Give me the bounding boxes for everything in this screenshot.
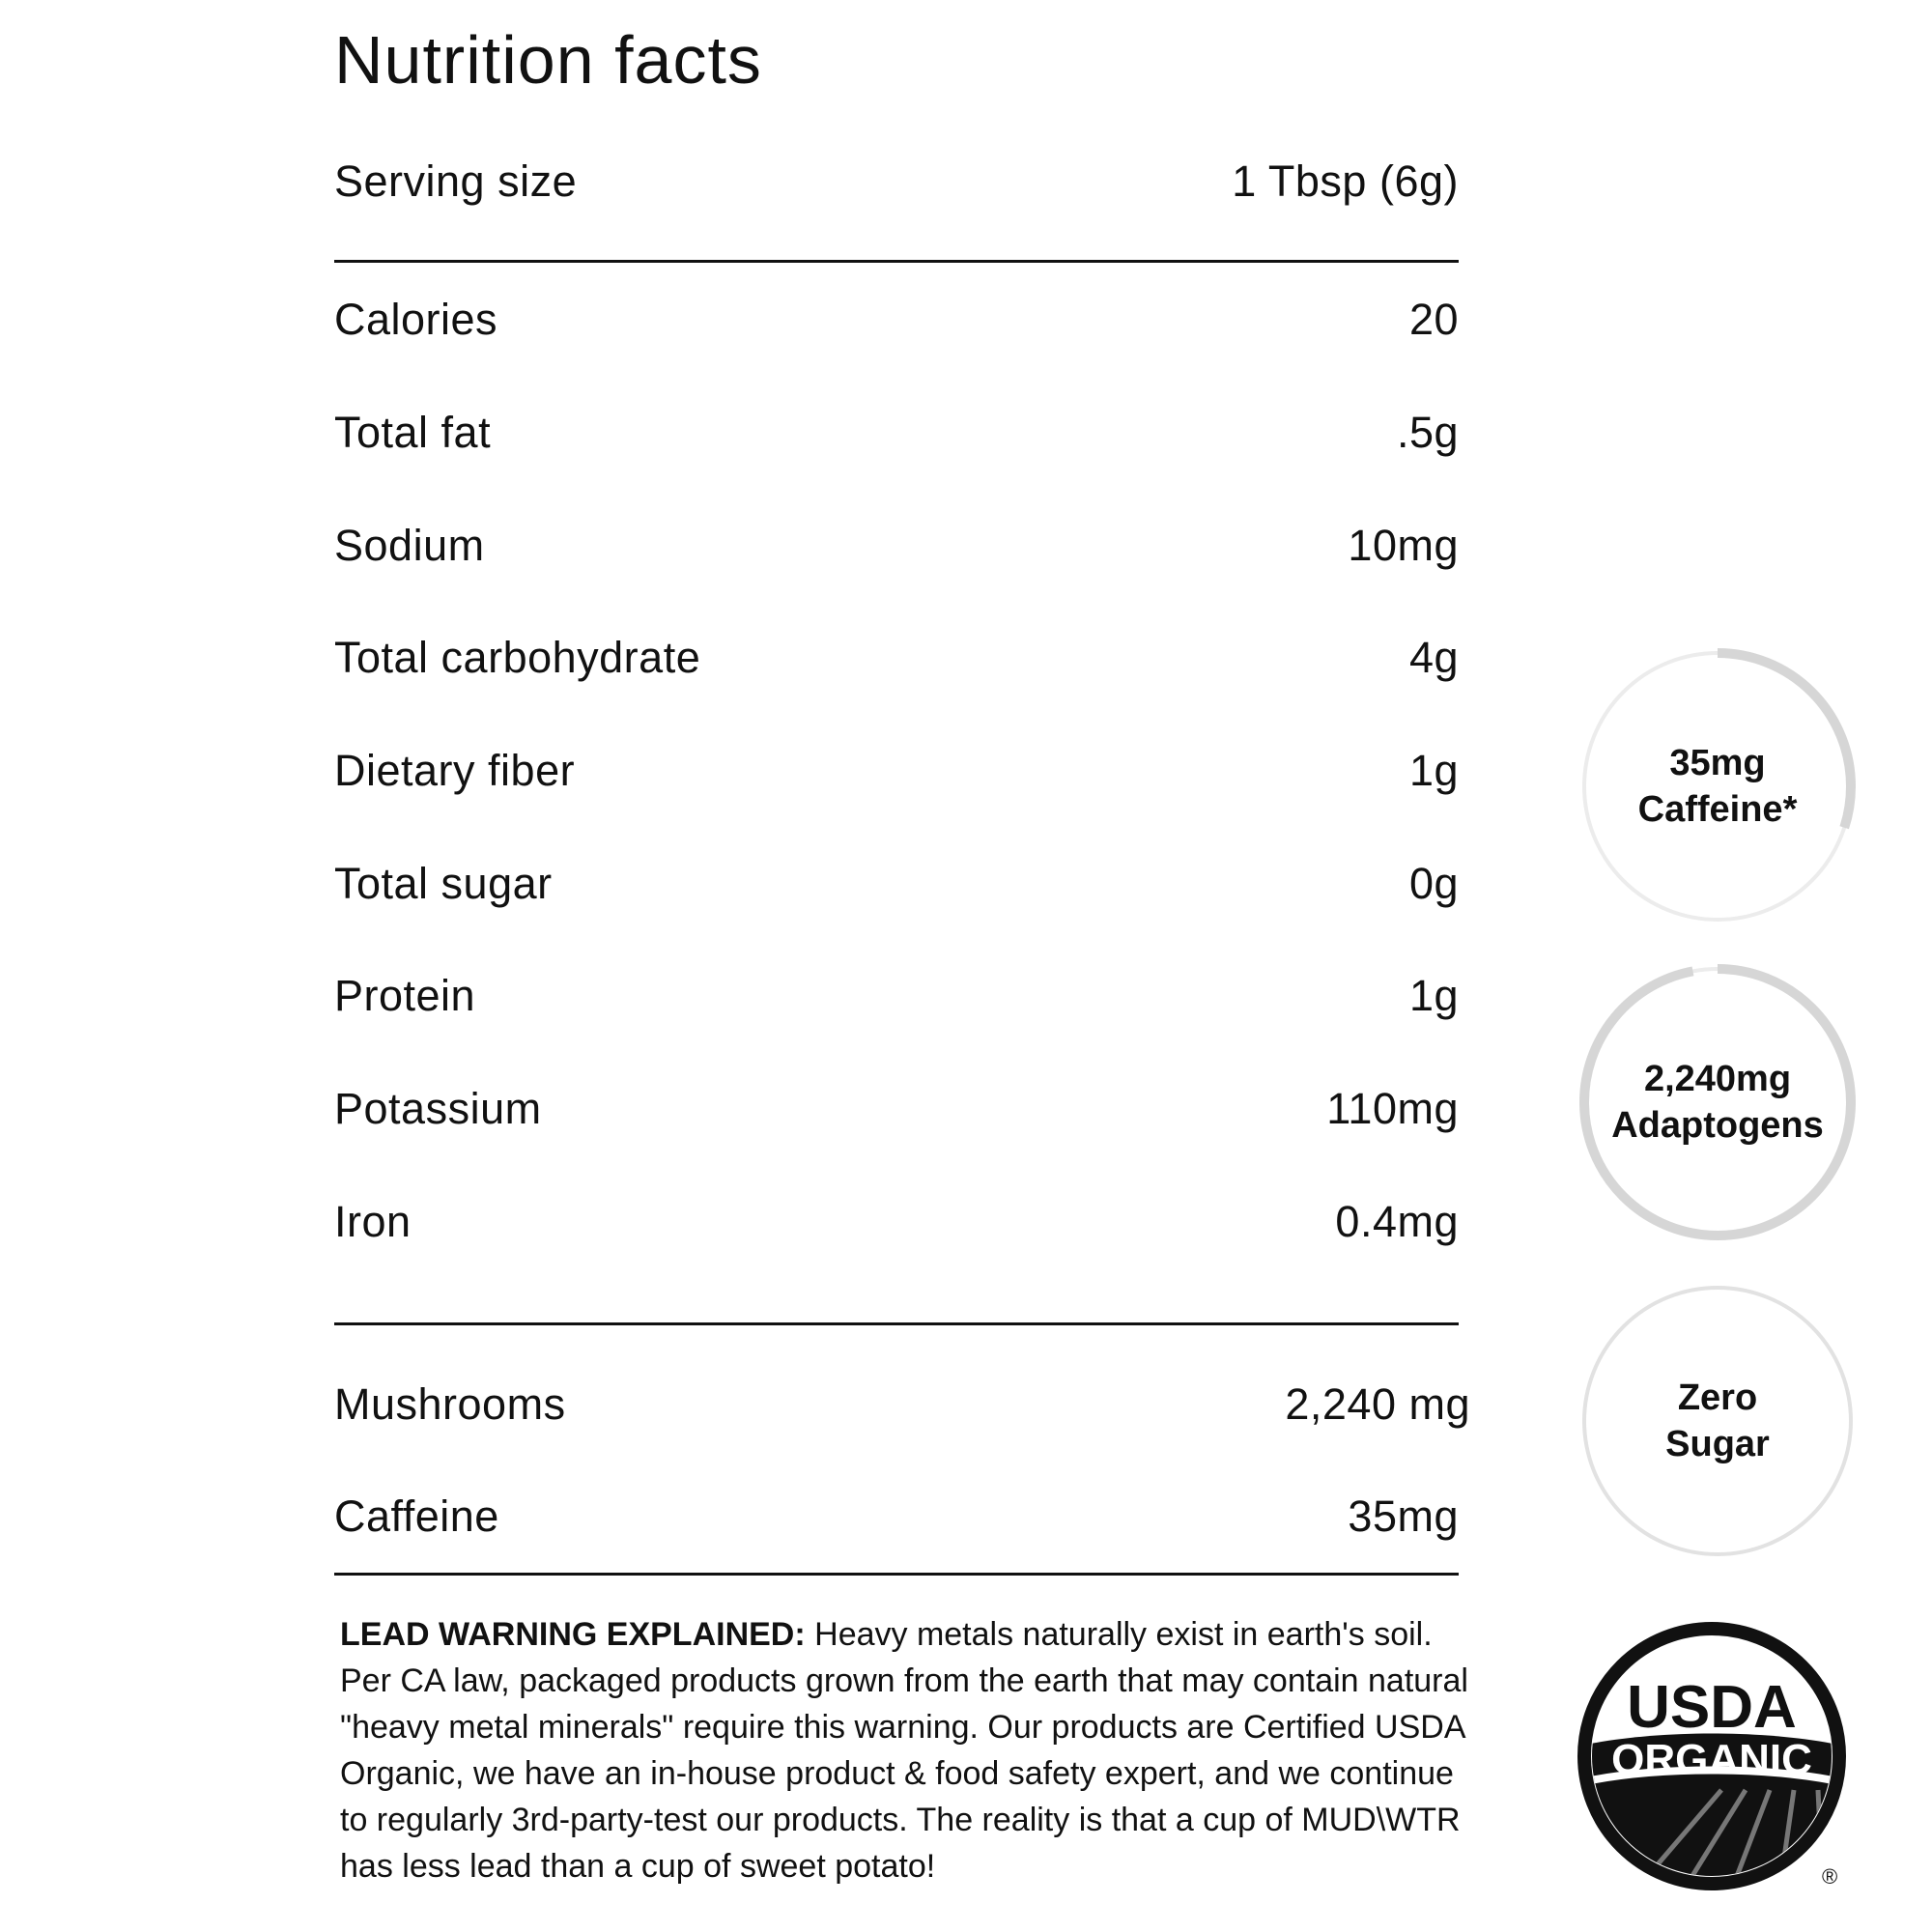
nutrient-label: Dietary fiber [334, 746, 576, 795]
usda-organic-logo [1577, 1621, 1847, 1891]
badge-value: Zero [1677, 1378, 1758, 1418]
badge-value: 2,240mg [1643, 1059, 1792, 1099]
extra-value: 35mg [1348, 1492, 1459, 1541]
nutrient-value: 20 [1408, 295, 1459, 344]
nutrient-value: 110mg [1326, 1084, 1459, 1133]
nutrient-label: Calories [334, 295, 498, 344]
nutrient-label: Total carbohydrate [334, 633, 701, 682]
nutrient-label: Protein [334, 971, 476, 1020]
registered-mark: ® [1822, 1864, 1838, 1889]
organic-text: ORGANIC [1611, 1736, 1812, 1783]
divider [334, 1322, 1459, 1325]
extra-label: Caffeine [334, 1492, 499, 1541]
caffeine-badge [1577, 646, 1858, 926]
lead-warning-text: Heavy metals naturally exist in earth's soil. Per CA law, packaged products grown from the earth that may contain natural "heavy metal minerals" require this warning. Our products are Certified USDA Organic, we have an in-house product & food safety expert, and we continue to regularly 3rd-party-test our products. The reality is that a cup of MUD\WTR has less lead than a cup of sweet potato! [340, 1616, 1468, 1885]
nutrient-row [334, 291, 1459, 349]
serving-size-value: 1 Tbsp (6g) [1232, 156, 1459, 206]
lead-warning [340, 1611, 1480, 1889]
nutrient-label: Total sugar [334, 859, 553, 908]
nutrient-value: 4g [1408, 633, 1459, 682]
nutrient-label: Total fat [334, 408, 492, 457]
extra-value: 2,240 mg [1285, 1379, 1470, 1429]
serving-size-label: Serving size [334, 156, 578, 206]
badge-caption: Adaptogens [1611, 1105, 1824, 1146]
nutrient-row [334, 1193, 1459, 1251]
nutrient-row [334, 404, 1459, 462]
nutrient-row [334, 1080, 1459, 1138]
nutrient-value: .5g [1396, 408, 1459, 457]
lead-warning-heading: LEAD WARNING EXPLAINED: [340, 1616, 806, 1653]
extra-row [334, 1376, 1470, 1434]
nutrient-label: Iron [334, 1197, 412, 1246]
nutrient-value: 1g [1408, 746, 1459, 795]
nutrient-label: Potassium [334, 1084, 542, 1133]
nutrient-value: 0.4mg [1335, 1197, 1459, 1246]
nutrient-row [334, 967, 1459, 1025]
adaptogens-badge [1577, 962, 1858, 1242]
nutrient-row [334, 629, 1459, 687]
zero-sugar-badge [1577, 1281, 1858, 1561]
divider [334, 1573, 1459, 1576]
divider [334, 260, 1459, 263]
extra-label: Mushrooms [334, 1379, 566, 1429]
nutrient-value: 0g [1408, 859, 1459, 908]
nutrient-row [334, 855, 1459, 913]
extra-row [334, 1488, 1459, 1546]
nutrient-value: 10mg [1348, 521, 1459, 570]
usda-seal-icon [1577, 1621, 1847, 1891]
badge-caption: Caffeine* [1637, 789, 1798, 830]
nutrient-row [334, 742, 1459, 800]
badge-caption: Sugar [1665, 1424, 1770, 1464]
serving-size-row [334, 153, 1459, 211]
page-title: Nutrition facts [334, 22, 762, 98]
nutrient-label: Sodium [334, 521, 485, 570]
badge-value: 35mg [1669, 743, 1766, 783]
usda-text: USDA [1627, 1674, 1797, 1741]
nutrient-row [334, 517, 1459, 575]
nutrient-value: 1g [1408, 971, 1459, 1020]
